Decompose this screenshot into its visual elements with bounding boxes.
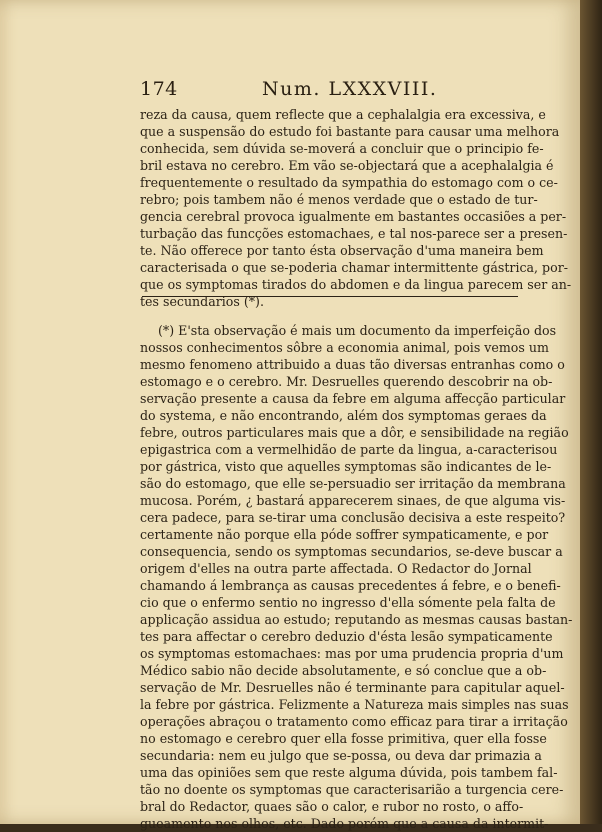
footnote-line: os symptomas estomachaes: mas por uma prudencia propria d'um bbox=[140, 646, 564, 661]
footnote-line: cera padece, para se-tirar uma conclusão decisiva a este respeito? bbox=[140, 510, 566, 525]
footnote-line: cio que o enfermo sentio no ingresso d'ella sómente pela falta de bbox=[140, 595, 556, 610]
footnote-line: mucosa. Porém, ¿ bastará apparecerem sinaes, de que alguma vis- bbox=[140, 493, 566, 508]
running-head: Num. LXXXVIII. bbox=[262, 78, 438, 100]
footnote-line: applicação assidua ao estudo; reputando as mesmas causas bastan- bbox=[140, 612, 573, 627]
main-text-line: frequentemente o resultado da sympathia do estomago com o ce- bbox=[140, 175, 558, 190]
footnote-line: epigastrica com a vermelhidão de parte da lingua, a-caracterisou bbox=[140, 442, 558, 457]
main-text-line: caracterisada o que se-poderia chamar intermittente gástrica, por- bbox=[140, 260, 568, 275]
page-header bbox=[140, 78, 516, 100]
footnote-line: secundaria: nem eu julgo que se-possa, ou deva dar primazia a bbox=[140, 748, 542, 763]
footnote-line: certamente não porque ella póde soffrer sympaticamente, e por bbox=[140, 527, 549, 542]
footnote-text bbox=[140, 322, 573, 832]
footnote-line: são do estomago, que elle se-persuadio ser irritação da membrana bbox=[140, 476, 566, 491]
footnote-line: operações abraçou o tratamento como efficaz para tirar a irritação bbox=[140, 714, 568, 729]
main-text-line: rebro; pois tambem não é menos verdade que o estado de tur- bbox=[140, 192, 538, 207]
main-text-line: que a suspensão do estudo foi bastante para causar uma melhora bbox=[140, 124, 560, 139]
footnote-line: servação presente a causa da febre em alguma affecção particular bbox=[140, 391, 566, 406]
footnote-line: tão no doente os symptomas que caracterisarião a turgencia cere- bbox=[140, 782, 564, 797]
footnote-line: (*) E'sta observação é mais um documento da imperfeição dos bbox=[158, 323, 557, 338]
footnote-line: la febre por gástrica. Felizmente a Natureza mais simples nas suas bbox=[140, 697, 569, 712]
main-text-line: gencia cerebral provoca igualmente em bastantes occasiões a per- bbox=[140, 209, 567, 224]
footnote-line: bral do Redactor, quaes são o calor, e rubor no rosto, o affo- bbox=[140, 799, 524, 814]
book-edge bbox=[580, 0, 602, 824]
main-text-line: reza da causa, quem reflecte que a cephalalgia era excessiva, e bbox=[140, 107, 546, 122]
footnote-line: mesmo fenomeno attribuido a duas tão diversas entranhas como o bbox=[140, 357, 565, 372]
page-number: 174 bbox=[140, 78, 178, 100]
footnote-line: febre, outros particulares mais que a dôr, e sensibilidade na região bbox=[140, 425, 569, 440]
main-text-line: turbação das funcções estomachaes, e tal nos-parece ser a presen- bbox=[140, 226, 568, 241]
footnote-separator-rule bbox=[142, 296, 518, 297]
main-text-line: bril estava no cerebro. Em vão se-objectará que a acephalalgia é bbox=[140, 158, 554, 173]
main-text bbox=[140, 106, 572, 310]
main-text-line: conhecida, sem dúvida se-moverá a concluir que o principio fe- bbox=[140, 141, 544, 156]
footnote-line: estomago e o cerebro. Mr. Desruelles querendo descobrir na ob- bbox=[140, 374, 553, 389]
main-text-line: que os symptomas tirados do abdomen e da lingua parecem ser an- bbox=[140, 277, 572, 292]
footnote-line: uma das opiniões sem que reste alguma dúvida, pois tambem fal- bbox=[140, 765, 558, 780]
footnote-line: nossos conhecimentos sôbre a economia animal, pois vemos um bbox=[140, 340, 549, 355]
footnote-line: tes para affectar o cerebro deduzio d'ésta lesão sympaticamente bbox=[140, 629, 553, 644]
footnote-line: gueamento nos olhos, etc. Dado porém que a causa da intermit- bbox=[140, 816, 549, 831]
footnote-line: origem d'elles na outra parte affectada. O Redactor do Jornal bbox=[140, 561, 532, 576]
footnote-line: servação de Mr. Desruelles não é terminante para capitular aquel- bbox=[140, 680, 565, 695]
main-text-line: te. Não offerece por tanto ésta observação d'uma maneira bem bbox=[140, 243, 544, 258]
footnote-line: Médico sabio não decide absolutamente, e só conclue que a ob- bbox=[140, 663, 547, 678]
main-text-line: tes secundarios (*). bbox=[140, 294, 264, 309]
footnote-line: chamando á lembrança as causas precedentes á febre, e o benefi- bbox=[140, 578, 561, 593]
footnote-line: consequencia, sendo os symptomas secundarios, se-deve buscar a bbox=[140, 544, 563, 559]
footnote-line: por gástrica, visto que aquelles symptomas são indicantes de le- bbox=[140, 459, 552, 474]
footnote-line: do systema, e não encontrando, além dos symptomas geraes da bbox=[140, 408, 547, 423]
footnote-line: no estomago e cerebro quer ella fosse primitiva, quer ella fosse bbox=[140, 731, 547, 746]
